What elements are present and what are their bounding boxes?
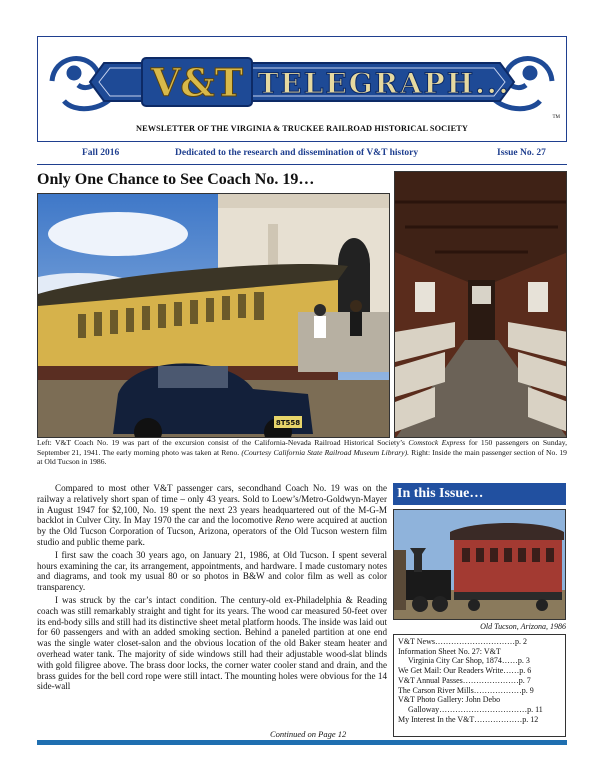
article-text: were acquired at auction by the Old Tucson Corporation of Tucson, Arizona, operators of the Old Tucson western film studio and public theme park.	[37, 515, 387, 547]
caption-text-3: Right: Inside the main passenger section of No. 19 at Old Tucson in 1986.	[37, 447, 567, 467]
issue-mission: Dedicated to the research and dissemination of V&T history	[175, 148, 419, 158]
caption-credit: (Courtesy California State Railroad Museum Library).	[241, 447, 409, 457]
masthead-banner	[44, 41, 560, 123]
toc-item[interactable]: The Carson River Mills………………p. 9	[398, 685, 534, 695]
footer-bar	[37, 740, 567, 745]
trademark: TM	[552, 115, 560, 120]
toc-item[interactable]: V&T Photo Gallery: John Debo	[398, 695, 501, 705]
car-license-plate: 8T558	[275, 419, 301, 427]
masthead-tagline: NEWSLETTER OF THE VIRGINIA & TRUCKEE RAILROAD HISTORICAL SOCIETY	[136, 124, 468, 133]
caption-text-2: for 150 passengers on Sunday, September 21, 1941. The early morning photo was taken at Reno.	[37, 438, 568, 457]
issue-number: Issue No. 27	[497, 148, 546, 158]
locomotive-name: Reno	[275, 515, 294, 526]
masthead	[37, 36, 567, 142]
caption-text-1: Left: V&T Coach No. 19 was part of the excursion consist of the California-Nevada Railroad Historical Society’s	[37, 438, 409, 447]
continued-link[interactable]: Continued on Page 12	[270, 729, 347, 739]
toc-item[interactable]: V&T Annual Passes…………………p. 7	[398, 675, 531, 685]
coach-exterior-photo	[37, 193, 390, 438]
caption-train-name: Comstock Express	[408, 438, 466, 447]
toc-item[interactable]: We Get Mail: Our Readers Write……p. 6	[398, 666, 532, 676]
article-paragraph: I first saw the coach 30 years ago, on January 21, 1986, at Old Tucson. I spent several hours examining the car, its arrangement, appointments, and hardware. I made customary notes and diagrams, and took my usual 80 or so photos in B&W and color film as well as color transparency.	[37, 549, 387, 593]
photo-caption	[37, 438, 567, 467]
toc-item[interactable]: My Interest In the V&T………………p. 12	[398, 714, 539, 724]
masthead-title: TELEGRAPH...	[257, 67, 511, 100]
toc-item[interactable]: Information Sheet No. 27: V&T	[398, 646, 501, 656]
issue-season: Fall 2016	[82, 148, 120, 158]
article-paragraph	[37, 483, 387, 548]
toc-item[interactable]: Galloway……………………………p. 11	[408, 704, 543, 714]
old-tucson-photo	[393, 509, 566, 620]
logo-text: V&T	[150, 60, 244, 105]
coach-interior-photo	[394, 171, 567, 438]
toc-item[interactable]: Virginia City Car Shop, 1874……p. 3	[408, 656, 530, 666]
article-body	[37, 483, 387, 692]
old-tucson-caption: Old Tucson, Arizona, 1986	[480, 622, 566, 631]
table-of-contents	[393, 634, 566, 737]
toc-item[interactable]: V&T News…………………………p. 2	[398, 637, 527, 646]
page-title: Only One Chance to See Coach No. 19…	[37, 171, 315, 188]
article-text: Compared to most other V&T passenger cars, secondhand Coach No. 19 was on the railway a relatively short span of time – only 43 years. Sold to Loew’s/Metro-Goldwyn-Mayer in August 1947 for $2,100, No. 19 spent the next 23 years headquartered out of the M-G-M backlot in Culver City. In May 1970 the car and the locomotive	[37, 483, 387, 526]
issue-bar-rule	[37, 164, 567, 165]
in-this-issue-heading: In this Issue…	[393, 483, 566, 505]
article-paragraph: I was struck by the car’s intact condition. The century-old ex-Philadelphia & Reading coach was still remarkably straight and tight for its years. The wood car measured 50-feet over its end-body sills and still had its distinctive sheet metal platform hoods. The inside was laid out for 60 passengers and with an added smoking section. Behind a paneled partition at one end was the single water closet-salon and the obvious location of the old Baker steam heater and overhead water tank. The majority of side windows still had their adjustable wood-slat blinds with gold filigree above. The brass door locks, the corner water cooler stand and drain, and the brass guides for the bell cord rope were still intact. The mounting holes were obvious for the 14 side-wall	[37, 594, 387, 692]
